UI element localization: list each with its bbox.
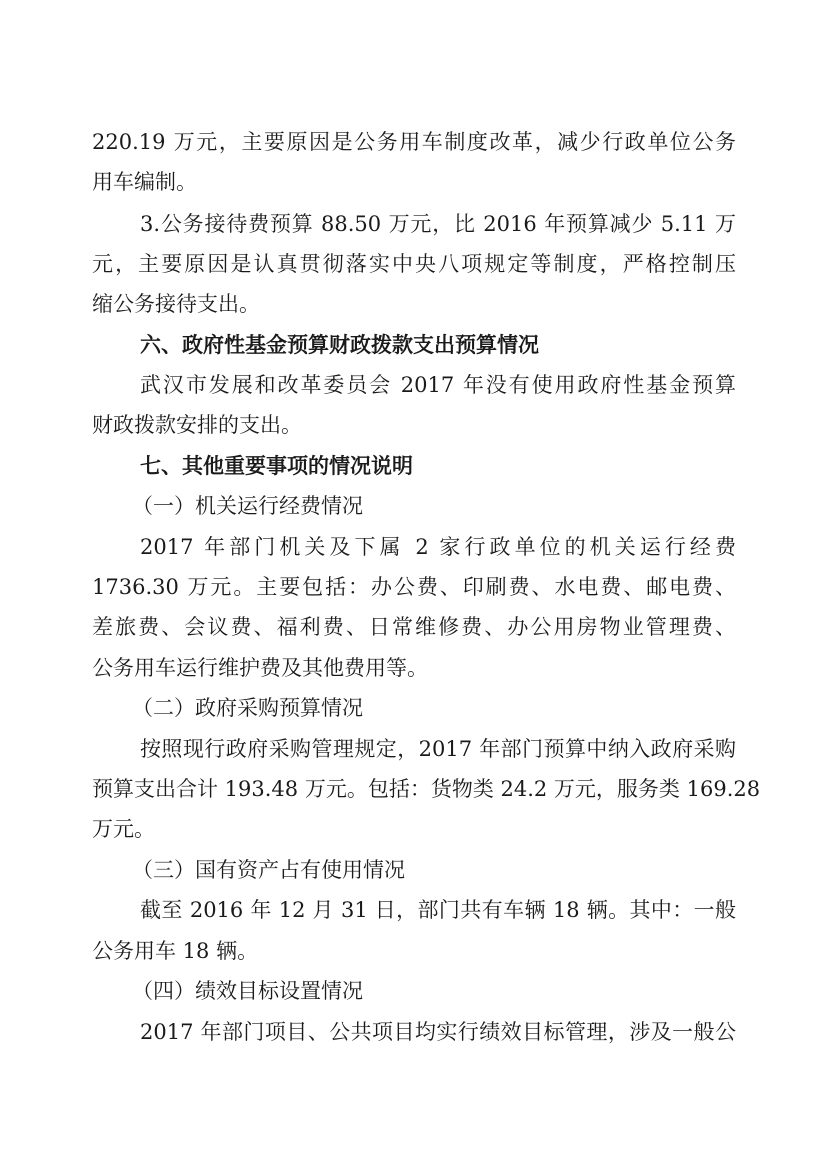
subheading-text: （三）国有资产占有使用情况 [132,858,405,882]
line-text: 1736.30 万元。主要包括：办公费、印刷费、水电费、邮电费、 [92,575,736,599]
subheading-text: （一）机关运行经费情况 [132,494,363,518]
subheading-text: （二）政府采购预算情况 [132,696,363,720]
paragraph-line [0,729,827,769]
line-text: 用车编制。 [92,170,197,194]
line-text: 2017 年部门项目、公共项目均实行绩效目标管理，涉及一般公 [140,1020,736,1044]
paragraph-line [0,890,827,930]
line-text: 220.19 万元，主要原因是公务用车制度改革，减少行政单位公务 [92,130,736,154]
heading-text: 六、政府性基金预算财政拨款支出预算情况 [140,333,539,357]
paragraph-line [0,527,827,567]
paragraph-line [0,284,827,324]
line-text: 差旅费、会议费、福利费、日常维修费、办公用房物业管理费、 [92,615,736,639]
line-text: 预算支出合计 193.48 万元。包括：货物类 24.2 万元，服务类 169.28 [92,777,761,801]
paragraph-line [0,648,827,688]
subsection-heading [0,971,827,1011]
line-text: 公务用车运行维护费及其他费用等。 [92,656,428,680]
section-heading [0,325,827,365]
subsection-heading [0,688,827,728]
line-text: 缩公务接待支出。 [92,292,260,316]
line-text: 万元。 [92,817,155,841]
paragraph-line [0,122,827,162]
paragraph-line [0,405,827,445]
line-text: 元，主要原因是认真贯彻落实中央八项规定等制度，严格控制压 [92,252,736,276]
line-text: 按照现行政府采购管理规定，2017 年部门预算中纳入政府采购 [140,737,736,761]
subheading-text: （四）绩效目标设置情况 [132,979,363,1003]
paragraph-line [0,1012,827,1052]
line-text: 公务用车 18 辆。 [92,939,259,963]
line-text: 截至 2016 年 12 月 31 日，部门共有车辆 18 辆。其中：一般 [140,898,736,922]
paragraph-line [0,365,827,405]
paragraph-line [0,769,827,809]
paragraph-line [0,931,827,971]
section-heading [0,446,827,486]
paragraph-line [0,204,827,244]
line-text: 财政拨款安排的支出。 [92,413,302,437]
paragraph-line [0,607,827,647]
paragraph-line [0,567,827,607]
paragraph-line [0,162,827,202]
line-text: 武汉市发展和改革委员会 2017 年没有使用政府性基金预算 [140,373,736,397]
line-text: 2017 年部门机关及下属 2 家行政单位的机关运行经费 [140,535,736,559]
heading-text: 七、其他重要事项的情况说明 [140,454,413,478]
line-text: 3.公务接待费预算 88.50 万元，比 2016 年预算减少 5.11 万 [140,212,736,236]
paragraph-line [0,244,827,284]
subsection-heading [0,486,827,526]
paragraph-line [0,809,827,849]
subsection-heading [0,850,827,890]
